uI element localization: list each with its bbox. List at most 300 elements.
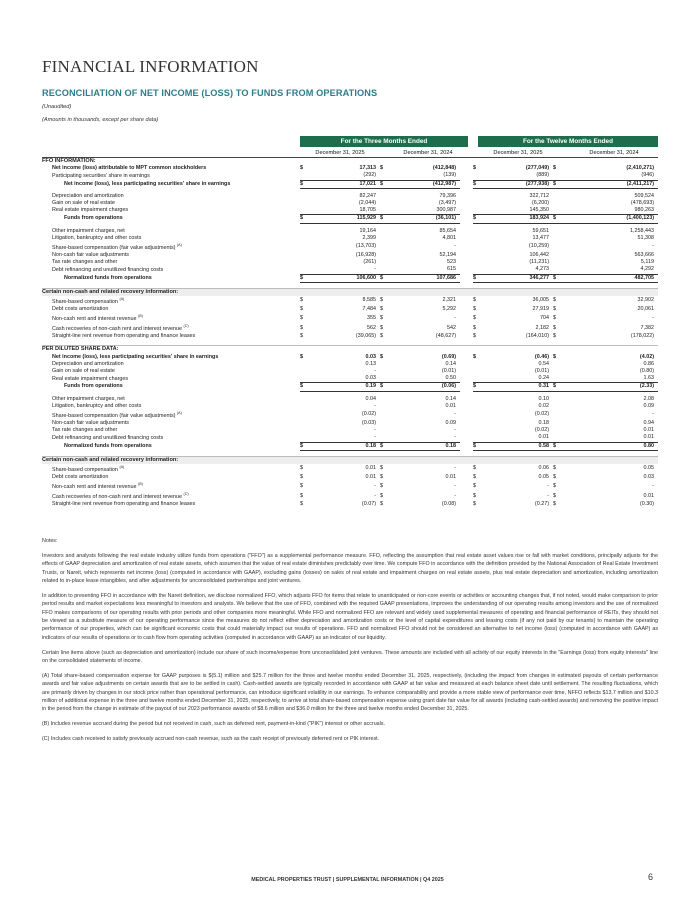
cell-value: 82,247 xyxy=(359,192,376,199)
dollar-sign xyxy=(473,396,485,403)
dollar-sign: $ xyxy=(300,492,303,499)
dollar-sign xyxy=(380,288,392,296)
cell-value: 346,277 xyxy=(485,274,553,282)
cell-value: 0.54 xyxy=(538,360,549,367)
column-gap xyxy=(460,313,473,323)
row-label-text: Non-cash rent and interest revenue xyxy=(52,316,137,323)
row-label-text: Share-based compensation xyxy=(52,298,118,305)
dollar-sign xyxy=(380,158,392,165)
dollar-sign xyxy=(473,375,485,383)
dollar-sign: $ xyxy=(553,333,556,340)
column-gap xyxy=(460,200,473,207)
cell-value: 4,292 xyxy=(640,266,654,273)
dollar-sign: $ xyxy=(473,501,476,508)
table-row xyxy=(42,228,658,235)
cell-value: (0.06) xyxy=(392,383,460,391)
cell-value xyxy=(485,346,553,354)
table-row xyxy=(42,396,658,403)
dollar-sign: $ xyxy=(380,306,383,313)
table-row xyxy=(42,165,658,172)
column-gap xyxy=(460,501,473,508)
row-label-text: Tax rate changes and other xyxy=(52,259,118,266)
column-gap xyxy=(460,456,473,464)
cell-value: 980,263 xyxy=(634,207,654,214)
column-gap xyxy=(460,474,473,481)
row-label xyxy=(42,427,300,434)
dollar-sign xyxy=(380,427,392,434)
amounts-note: (Amounts in thousands, except per share data) xyxy=(42,117,159,123)
footnote-marker: (A) xyxy=(176,411,182,416)
row-label xyxy=(42,354,300,361)
dollar-sign xyxy=(300,228,312,235)
dollar-sign: $ xyxy=(300,353,303,360)
table-row xyxy=(42,266,658,274)
cell-value: (4.02) xyxy=(639,353,654,360)
column-gap xyxy=(460,333,473,340)
cell-value: (2,410,271) xyxy=(626,165,654,172)
dollar-sign xyxy=(380,361,392,368)
cell-value: 322,712 xyxy=(529,192,549,199)
row-label xyxy=(42,491,300,501)
dollar-sign xyxy=(553,420,565,427)
row-label xyxy=(42,323,300,333)
row-label-text: Cash recoveries of non-cash rent and interest revenue xyxy=(52,494,183,501)
dollar-sign xyxy=(380,410,392,420)
table-row xyxy=(42,158,658,165)
dollar-sign: $ xyxy=(553,274,565,282)
dollar-sign xyxy=(380,266,392,274)
cell-value: (261) xyxy=(363,259,376,266)
column-gap xyxy=(460,361,473,368)
dollar-sign xyxy=(553,242,565,252)
dollar-sign xyxy=(553,396,565,403)
column-gap xyxy=(460,274,473,282)
row-label xyxy=(42,235,300,242)
dollar-sign: $ xyxy=(300,324,303,331)
cell-value: - xyxy=(374,368,376,375)
cell-value: - xyxy=(374,434,376,441)
cell-value xyxy=(392,158,460,165)
row-label xyxy=(42,361,300,368)
cell-value: 482,705 xyxy=(565,274,658,282)
row-label xyxy=(42,274,300,282)
dollar-sign: $ xyxy=(300,383,312,391)
dollar-sign xyxy=(553,346,565,354)
dollar-sign: $ xyxy=(553,165,556,172)
cell-value: 0.01 xyxy=(643,434,654,441)
row-label xyxy=(42,306,300,313)
dollar-sign xyxy=(473,420,485,427)
row-label xyxy=(42,333,300,340)
column-gap xyxy=(460,259,473,266)
cell-value: 0.01 xyxy=(643,427,654,434)
cell-value: - xyxy=(454,314,456,321)
column-gap xyxy=(460,383,473,391)
cell-value: 0.01 xyxy=(445,474,456,481)
dollar-sign xyxy=(380,434,392,442)
dollar-sign: $ xyxy=(553,353,556,360)
header-group-three-months: For the Three Months Ended xyxy=(300,136,468,147)
dollar-sign xyxy=(553,288,565,296)
dollar-sign xyxy=(473,403,485,410)
column-gap xyxy=(460,165,473,172)
cell-value: 13,477 xyxy=(532,234,549,241)
dollar-sign: $ xyxy=(380,215,392,223)
cell-value: 0.86 xyxy=(643,360,654,367)
row-label xyxy=(42,464,300,474)
row-label-text: Debt costs amortization xyxy=(52,306,109,313)
dollar-sign xyxy=(553,403,565,410)
dollar-sign xyxy=(380,375,392,383)
cell-value: 5,292 xyxy=(442,306,456,313)
cell-value: (277,049) xyxy=(525,165,549,172)
dollar-sign xyxy=(473,172,485,180)
table-row xyxy=(42,193,658,200)
dollar-sign xyxy=(380,193,392,200)
row-label xyxy=(42,266,300,274)
cell-value: (0.80) xyxy=(639,368,654,375)
cell-value: - xyxy=(374,492,376,499)
dollar-sign xyxy=(300,252,312,259)
cell-value: (13,703) xyxy=(355,243,376,250)
dollar-sign xyxy=(380,456,392,464)
row-label-text: Other impairment charges, net xyxy=(52,227,125,234)
notes-section xyxy=(42,537,658,751)
row-label xyxy=(42,172,300,180)
cell-value xyxy=(312,456,380,464)
footnote-marker: (B) xyxy=(138,314,143,319)
dollar-sign: $ xyxy=(380,501,383,508)
dollar-sign xyxy=(300,456,312,464)
cell-value: 0.02 xyxy=(538,402,549,409)
dollar-sign xyxy=(380,228,392,235)
dollar-sign: $ xyxy=(473,492,476,499)
dollar-sign xyxy=(380,207,392,215)
footnote-marker: (B) xyxy=(138,482,143,487)
cell-value: - xyxy=(454,411,456,418)
dollar-sign: $ xyxy=(553,492,556,499)
unaudited-note: (Unaudited) xyxy=(42,104,72,110)
dollar-sign: $ xyxy=(553,501,556,508)
column-gap xyxy=(460,491,473,501)
dollar-sign: $ xyxy=(380,324,383,331)
dollar-sign xyxy=(553,252,565,259)
dollar-sign: $ xyxy=(300,482,303,489)
dollar-sign xyxy=(380,368,392,375)
column-gap xyxy=(460,410,473,420)
table-row xyxy=(42,501,658,508)
cell-value: 79,396 xyxy=(439,192,456,199)
cell-value: 0.05 xyxy=(538,474,549,481)
cell-value xyxy=(485,456,553,464)
dollar-sign: $ xyxy=(300,297,303,304)
table-row xyxy=(42,410,658,420)
dollar-sign: $ xyxy=(300,314,303,321)
dollar-sign: $ xyxy=(380,333,383,340)
dollar-sign: $ xyxy=(553,324,556,331)
dollar-sign xyxy=(473,193,485,200)
table-row xyxy=(42,464,658,474)
cell-value: - xyxy=(547,492,549,499)
cell-value: 300,987 xyxy=(436,207,456,214)
row-label-text: Litigation, bankruptcy and other costs xyxy=(52,402,142,409)
dollar-sign: $ xyxy=(380,383,392,391)
notes-heading: Notes: xyxy=(42,538,58,544)
column-gap xyxy=(460,180,473,188)
row-label xyxy=(42,403,300,410)
cell-value: 106,600 xyxy=(312,274,380,282)
cell-value: 0.03 xyxy=(365,375,376,382)
dollar-sign xyxy=(553,172,565,180)
cell-value: 183,924 xyxy=(485,215,553,223)
cell-value: 523 xyxy=(447,259,456,266)
row-label-text: Net income (loss), less participating securities' share in earnings xyxy=(64,180,231,187)
dollar-sign: $ xyxy=(473,383,485,391)
cell-value: - xyxy=(454,243,456,250)
dollar-sign xyxy=(473,288,485,296)
column-gap xyxy=(460,235,473,242)
row-label-text: Litigation, bankruptcy and other costs xyxy=(52,234,142,241)
row-label-text: Certain non-cash and related recovery information: xyxy=(42,456,179,463)
table-row xyxy=(42,456,658,464)
cell-value: 0.04 xyxy=(365,395,376,402)
cell-value xyxy=(565,456,658,464)
cell-value: 0.10 xyxy=(538,395,549,402)
cell-value xyxy=(392,288,460,296)
row-label xyxy=(42,442,300,450)
cell-value: - xyxy=(652,243,654,250)
dollar-sign: $ xyxy=(473,306,476,313)
cell-value: (36,101) xyxy=(392,215,460,223)
row-label-text: Participating securities' share in earnings xyxy=(52,172,150,179)
dollar-sign: $ xyxy=(380,165,383,172)
cell-value: 0.19 xyxy=(312,383,380,391)
dollar-sign xyxy=(553,427,565,434)
row-label-text: Non-cash fair value adjustments xyxy=(52,420,130,427)
row-label xyxy=(42,228,300,235)
note-c: (C) Includes cash received to satisfy previously accrued non-cash revenue, such as the cash receipt of previously deferred rent or PIK interest. xyxy=(42,736,380,743)
row-label xyxy=(42,481,300,491)
dollar-sign: $ xyxy=(380,465,383,472)
cell-value: 0.24 xyxy=(538,375,549,382)
cell-value xyxy=(565,346,658,354)
cell-value: 0.01 xyxy=(643,492,654,499)
cell-value: 0.50 xyxy=(445,375,456,382)
dollar-sign xyxy=(300,172,312,180)
cell-value: 8,585 xyxy=(362,297,376,304)
cell-value xyxy=(312,346,380,354)
row-label xyxy=(42,383,300,391)
table-row xyxy=(42,259,658,266)
table-row xyxy=(42,491,658,501)
header-group-twelve-months: For the Twelve Months Ended xyxy=(478,136,658,147)
cell-value: 5,119 xyxy=(640,259,654,266)
row-label xyxy=(42,288,300,296)
cell-value: (0.03) xyxy=(361,420,376,427)
table-row xyxy=(42,200,658,207)
dollar-sign: $ xyxy=(300,165,303,172)
cell-value: (6,200) xyxy=(531,200,549,207)
cell-value: (2,044) xyxy=(358,200,376,207)
cell-value: 27,919 xyxy=(532,306,549,313)
column-gap xyxy=(460,420,473,427)
dollar-sign xyxy=(300,420,312,427)
dollar-sign: $ xyxy=(473,274,485,282)
table-row xyxy=(42,442,658,450)
cell-value: 32,902 xyxy=(637,297,654,304)
cell-value: 17,021 xyxy=(312,180,380,188)
row-label xyxy=(42,420,300,427)
column-gap xyxy=(460,306,473,313)
cell-value: 0.18 xyxy=(392,442,460,450)
cell-value: - xyxy=(454,465,456,472)
cell-value: (0.02) xyxy=(534,427,549,434)
dollar-sign xyxy=(300,207,312,215)
cell-value: 0.14 xyxy=(445,395,456,402)
cell-value: 0.06 xyxy=(538,465,549,472)
dollar-sign xyxy=(473,410,485,420)
row-label-text: Share-based compensation (fair value adjustments) xyxy=(52,244,176,251)
row-label xyxy=(42,242,300,252)
dollar-sign xyxy=(300,368,312,375)
cell-value: 355 xyxy=(367,314,376,321)
note-a: (A) Total share-based compensation expense for GAAP purposes is $(5.1) million and $25.7 million for the three and twelve months ended December 31, 2025, respectively, (including the impact from changes in estimated payouts of certain performance awards and fair value adjustments on certain awards that are to be settled in cash). Cash-settled awards are typically recorded in accordance with GAAP at fair value and measured at each balance sheet date until settlement. The resulting fluctuations, which are primarily driven by changes in our stock price rather than operational performance, can introduce significant volatility in our earnings. To enhance comparability and provide a more stable view of performance over time, NFFO reflects $13.7 million and $10.3 million of additional expense in the three and twelve months ended December 31, 2025, respectively, to arrive at total share-based compensation expense using grant date fair value for all awards (including cash-settled awards) and removing the positive impact in the period from the change in estimate of the payout of our 2023 performance awards of $8.6 million and $36.0 million for the three and twelve months ended December 31, 2025. xyxy=(42,673,658,713)
column-gap xyxy=(460,193,473,200)
row-label-text: Net income (loss), less participating securities' share in earnings xyxy=(52,353,219,360)
dollar-sign xyxy=(300,242,312,252)
dollar-sign: $ xyxy=(473,165,476,172)
row-label-text: Non-cash rent and interest revenue xyxy=(52,484,137,491)
table-row xyxy=(42,346,658,354)
row-label-text: Tax rate changes and other xyxy=(52,427,118,434)
dollar-sign: $ xyxy=(553,442,565,450)
cell-value: 542 xyxy=(447,324,456,331)
table-row xyxy=(42,383,658,391)
cell-value: (277,938) xyxy=(485,180,553,188)
cell-value: 704 xyxy=(540,314,549,321)
cell-value: 85,654 xyxy=(439,227,456,234)
column-gap xyxy=(460,252,473,259)
cell-value: 0.94 xyxy=(643,420,654,427)
dollar-sign: $ xyxy=(473,215,485,223)
row-label-text: Share-based compensation xyxy=(52,466,118,473)
table-row xyxy=(42,333,658,340)
dollar-sign xyxy=(553,228,565,235)
dollar-sign xyxy=(300,427,312,434)
cell-value: (164,010) xyxy=(525,333,549,340)
cell-value: 2,399 xyxy=(362,234,376,241)
column-header-q4-2024: December 31, 2024 xyxy=(403,150,453,156)
cell-value: - xyxy=(547,482,549,489)
dollar-sign xyxy=(473,427,485,434)
column-gap xyxy=(460,296,473,306)
table-row xyxy=(42,323,658,333)
table-row xyxy=(42,474,658,481)
cell-value: - xyxy=(454,427,456,434)
table-row xyxy=(42,242,658,252)
dollar-sign: $ xyxy=(380,442,392,450)
cell-value: - xyxy=(454,482,456,489)
table-row xyxy=(42,288,658,296)
column-gap xyxy=(460,375,473,383)
cell-value: 0.18 xyxy=(312,442,380,450)
cell-value: (412,987) xyxy=(392,180,460,188)
cell-value: (0.01) xyxy=(534,368,549,375)
dollar-sign xyxy=(473,346,485,354)
row-label-text: Real estate impairment charges xyxy=(52,207,129,214)
cell-value xyxy=(392,456,460,464)
cell-value: (0.08) xyxy=(441,501,456,508)
cell-value xyxy=(485,158,553,165)
row-label-text: Real estate impairment charges xyxy=(52,375,129,382)
dollar-sign xyxy=(553,456,565,464)
dollar-sign: $ xyxy=(473,474,476,481)
dollar-sign: $ xyxy=(300,306,303,313)
note-b: (B) Includes revenue accrued during the period but not received in cash, such as deferred rent, payment-in-kind ("PIK") interest or other accruals. xyxy=(42,721,385,728)
cell-value: 7,484 xyxy=(362,306,376,313)
cell-value: (39,065) xyxy=(355,333,376,340)
row-label xyxy=(42,346,300,354)
cell-value xyxy=(312,158,380,165)
dollar-sign xyxy=(380,346,392,354)
cell-value: 0.58 xyxy=(485,442,553,450)
dollar-sign xyxy=(473,158,485,165)
dollar-sign xyxy=(473,235,485,242)
table-row xyxy=(42,434,658,442)
dollar-sign xyxy=(300,434,312,442)
cell-value: (0.27) xyxy=(534,501,549,508)
dollar-sign xyxy=(300,193,312,200)
dollar-sign xyxy=(300,403,312,410)
dollar-sign xyxy=(553,193,565,200)
cell-value xyxy=(392,346,460,354)
cell-value: (178,022) xyxy=(630,333,654,340)
row-label xyxy=(42,375,300,383)
column-gap xyxy=(460,354,473,361)
cell-value: (48,627) xyxy=(435,333,456,340)
cell-value: (139) xyxy=(443,172,456,179)
row-label-text: Funds from operations xyxy=(64,215,123,222)
dollar-sign xyxy=(380,403,392,410)
dollar-sign xyxy=(380,252,392,259)
row-label xyxy=(42,296,300,306)
ffo-reconciliation-table xyxy=(42,158,658,509)
dollar-sign: $ xyxy=(473,324,476,331)
cell-value: - xyxy=(652,314,654,321)
dollar-sign xyxy=(380,242,392,252)
cell-value: 0.14 xyxy=(445,360,456,367)
dollar-sign: $ xyxy=(380,353,383,360)
row-label xyxy=(42,501,300,508)
row-label xyxy=(42,368,300,375)
cell-value: 51,308 xyxy=(637,234,654,241)
dollar-sign xyxy=(380,235,392,242)
cell-value: 4,801 xyxy=(442,234,456,241)
column-gap xyxy=(460,207,473,215)
footnote-marker: (A) xyxy=(119,297,125,302)
dollar-sign: $ xyxy=(300,215,312,223)
row-label xyxy=(42,434,300,442)
dollar-sign: $ xyxy=(300,274,312,282)
row-label-text: Normalized funds from operations xyxy=(64,442,152,449)
table-row xyxy=(42,180,658,188)
column-gap xyxy=(460,242,473,252)
dollar-sign: $ xyxy=(380,314,383,321)
table-row xyxy=(42,361,658,368)
dollar-sign: $ xyxy=(300,333,303,340)
column-gap xyxy=(460,464,473,474)
row-label-text: Straight-line rent revenue from operating and finance leases xyxy=(52,333,196,340)
